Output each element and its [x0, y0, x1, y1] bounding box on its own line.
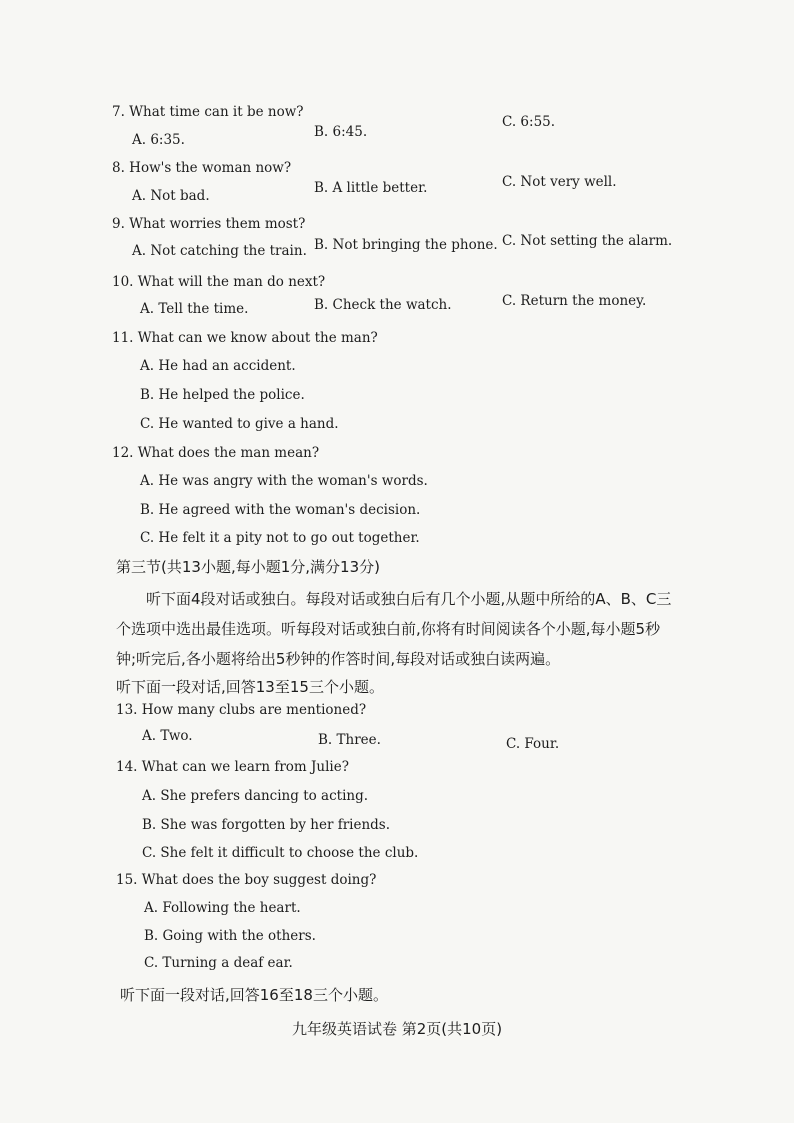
question-12-option-b: B. He agreed with the woman's decision.: [140, 502, 421, 518]
question-8-option-b: B. A little better.: [314, 180, 428, 196]
dialogue-2-intro: 听下面一段对话,回答16至18三个小题。: [120, 986, 388, 1004]
question-10-option-a: A. Tell the time.: [140, 301, 249, 317]
question-9-option-b: B. Not bringing the phone.: [314, 237, 498, 253]
question-7-option-b: B. 6:45.: [314, 124, 368, 140]
question-12-option-a: A. He was angry with the woman's words.: [140, 473, 428, 489]
question-7-stem: 7. What time can it be now?: [112, 104, 304, 120]
question-15-stem: 15. What does the boy suggest doing?: [116, 872, 377, 888]
question-11-stem: 11. What can we know about the man?: [112, 330, 378, 346]
question-14-option-b: B. She was forgotten by her friends.: [142, 817, 391, 833]
question-15-option-a: A. Following the heart.: [144, 900, 301, 916]
question-15-option-c: C. Turning a deaf ear.: [144, 955, 293, 971]
question-14-option-c: C. She felt it difficult to choose the club.: [142, 845, 419, 861]
question-9-stem: 9. What worries them most?: [112, 216, 306, 232]
section-instructions-text: 听下面4段对话或独白。每段对话或独白后有几个小题,从题中所给的A、B、C三个选项中选出最佳选项。听每段对话或独白前,你将有时间阅读各个小题,每小题5秒钟;听完后,各小题将给出5秒钟的作答时间,每段对话或独白读两遍。: [116, 590, 672, 668]
question-11-option-a: A. He had an accident.: [140, 358, 296, 374]
question-11-option-c: C. He wanted to give a hand.: [140, 416, 339, 432]
dialogue-1-intro: 听下面一段对话,回答13至15三个小题。: [116, 678, 384, 696]
question-10-option-c: C. Return the money.: [502, 293, 647, 309]
question-8-option-a: A. Not bad.: [132, 188, 210, 204]
question-12-stem: 12. What does the man mean?: [112, 445, 320, 461]
question-15-option-b: B. Going with the others.: [144, 928, 316, 944]
question-12-option-c: C. He felt it a pity not to go out together.: [140, 530, 420, 546]
question-14-stem: 14. What can we learn from Julie?: [116, 759, 349, 775]
question-11-option-b: B. He helped the police.: [140, 387, 305, 403]
question-13-stem: 13. How many clubs are mentioned?: [116, 702, 367, 718]
question-13-option-a: A. Two.: [142, 728, 193, 744]
section-heading: 第三节(共13小题,每小题1分,满分13分): [116, 558, 380, 576]
question-13-option-c: C. Four.: [506, 736, 560, 752]
question-14-option-a: A. She prefers dancing to acting.: [142, 788, 369, 804]
question-9-option-a: A. Not catching the train.: [132, 243, 307, 259]
question-13-option-b: B. Three.: [318, 732, 381, 748]
question-9-option-c: C. Not setting the alarm.: [502, 233, 673, 249]
page-footer: 九年级英语试卷 第2页(共10页): [291, 1020, 503, 1038]
question-7-option-a: A. 6:35.: [132, 132, 185, 148]
question-10-option-b: B. Check the watch.: [314, 297, 452, 313]
section-instructions: [116, 584, 676, 674]
question-8-option-c: C. Not very well.: [502, 174, 617, 190]
question-7-option-c: C. 6:55.: [502, 114, 556, 130]
question-10-stem: 10. What will the man do next?: [112, 274, 326, 290]
question-8-stem: 8. How's the woman now?: [112, 160, 292, 176]
